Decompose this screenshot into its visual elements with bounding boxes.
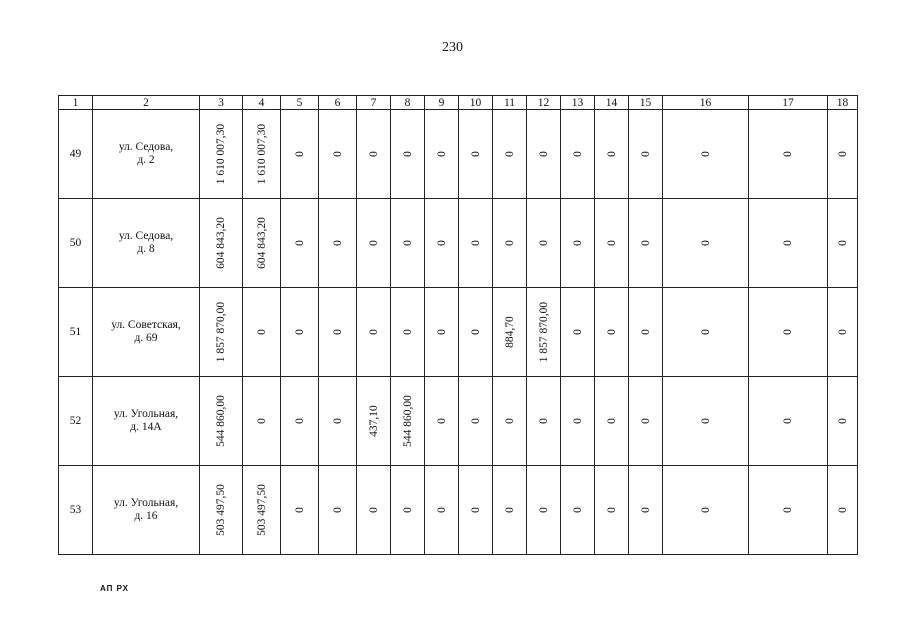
value-cell (629, 110, 663, 199)
cell-value: 1 857 870,00 (215, 301, 227, 363)
cell-value: 0 (836, 418, 849, 424)
cell-value: 0 (605, 329, 618, 335)
cell-value: 0 (469, 240, 482, 246)
cell-value: 0 (293, 507, 306, 513)
value-cell (459, 377, 493, 466)
cell-value: 884,70 (503, 316, 516, 348)
value-cell (319, 466, 357, 555)
column-header: 4 (243, 96, 281, 110)
column-header: 17 (749, 96, 828, 110)
cell-value: 0 (537, 418, 550, 424)
cell-value: 503 497,50 (255, 484, 268, 536)
column-header: 13 (561, 96, 595, 110)
value-cell (629, 466, 663, 555)
cell-value: 0 (699, 151, 712, 157)
cell-value: 0 (435, 507, 448, 513)
value-cell (749, 288, 828, 377)
value-cell (281, 466, 319, 555)
value-cell (243, 288, 281, 377)
value-cell (319, 288, 357, 377)
cell-value: 0 (571, 329, 584, 335)
value-cell (357, 466, 391, 555)
value-cell (459, 199, 493, 288)
table-row (59, 288, 858, 377)
value-cell (527, 199, 561, 288)
address-line: д. 69 (134, 332, 158, 344)
value-cell (663, 466, 749, 555)
address-line: д. 16 (134, 510, 158, 522)
cell-value: 544 860,00 (215, 395, 227, 447)
cell-value: 0 (293, 151, 306, 157)
cell-value: 0 (836, 507, 849, 513)
column-header: 16 (663, 96, 749, 110)
value-cell (281, 288, 319, 377)
value-cell (425, 199, 459, 288)
column-header: 3 (200, 96, 243, 110)
value-cell (561, 288, 595, 377)
value-cell (493, 199, 527, 288)
cell-value: 0 (367, 151, 380, 157)
column-header: 9 (425, 96, 459, 110)
address-line: ул. Седова, (118, 141, 174, 153)
column-header: 12 (527, 96, 561, 110)
value-cell (663, 110, 749, 199)
column-header: 8 (391, 96, 425, 110)
value-cell (243, 377, 281, 466)
value-cell (357, 110, 391, 199)
cell-value: 0 (469, 151, 482, 157)
cell-value: 0 (469, 329, 482, 335)
cell-value: 0 (782, 507, 794, 513)
value-cell (595, 199, 629, 288)
column-header: 5 (281, 96, 319, 110)
address-line: ул. Угольная, (113, 497, 179, 509)
value-cell (493, 110, 527, 199)
value-cell (425, 466, 459, 555)
cell-value: 0 (571, 240, 584, 246)
cell-value: 544 860,00 (401, 395, 414, 447)
cell-value: 0 (469, 507, 482, 513)
cell-value: 0 (782, 240, 794, 246)
value-cell (749, 377, 828, 466)
cell-value: 0 (699, 240, 712, 246)
value-cell (527, 466, 561, 555)
cell-value: 0 (782, 151, 794, 157)
value-cell (663, 199, 749, 288)
cell-value: 0 (331, 240, 344, 246)
address-cell (93, 466, 200, 555)
cell-value: 0 (435, 240, 448, 246)
table-row (59, 377, 858, 466)
cell-value: 0 (836, 240, 849, 246)
value-cell (629, 377, 663, 466)
cell-value: 0 (435, 329, 448, 335)
row-number: 53 (59, 466, 93, 555)
cell-value: 0 (367, 507, 380, 513)
column-header: 11 (493, 96, 527, 110)
cell-value: 0 (331, 418, 344, 424)
cell-value: 0 (469, 418, 482, 424)
column-header: 10 (459, 96, 493, 110)
value-cell (527, 377, 561, 466)
value-cell (459, 110, 493, 199)
data-table (58, 95, 858, 555)
value-cell (561, 466, 595, 555)
address-cell (93, 199, 200, 288)
cell-value: 604 843,20 (215, 217, 227, 269)
value-cell (595, 466, 629, 555)
cell-value: 0 (571, 507, 584, 513)
cell-value: 0 (401, 240, 414, 246)
value-cell (828, 377, 858, 466)
cell-value: 1 610 007,30 (255, 123, 268, 185)
column-header: 1 (59, 96, 93, 110)
address-cell (93, 288, 200, 377)
column-header: 2 (93, 96, 200, 110)
cell-value: 0 (331, 507, 344, 513)
cell-value: 0 (503, 418, 516, 424)
cell-value: 0 (639, 418, 652, 424)
cell-value: 0 (503, 507, 516, 513)
value-cell (828, 199, 858, 288)
cell-value: 0 (699, 418, 712, 424)
cell-value: 0 (293, 240, 306, 246)
address-line: ул. Советская, (111, 319, 181, 331)
cell-value: 0 (435, 151, 448, 157)
value-cell (828, 110, 858, 199)
value-cell (391, 110, 425, 199)
value-cell (595, 377, 629, 466)
table-row (59, 199, 858, 288)
value-cell (243, 466, 281, 555)
value-cell (200, 199, 243, 288)
cell-value: 604 843,20 (255, 217, 268, 269)
value-cell (391, 288, 425, 377)
value-cell (200, 288, 243, 377)
cell-value: 0 (605, 240, 618, 246)
cell-value: 0 (401, 329, 414, 335)
value-cell (281, 199, 319, 288)
cell-value: 0 (537, 507, 550, 513)
value-cell (749, 199, 828, 288)
footer-mark: АП РХ (100, 584, 130, 593)
address-line: ул. Седова, (118, 230, 174, 242)
value-cell (561, 377, 595, 466)
address-cell (93, 377, 200, 466)
cell-value: 0 (782, 329, 794, 335)
cell-value: 0 (537, 240, 550, 246)
value-cell (425, 288, 459, 377)
cell-value: 503 497,50 (215, 484, 227, 536)
row-number: 49 (59, 110, 93, 199)
cell-value: 0 (255, 418, 268, 424)
cell-value: 0 (367, 329, 380, 335)
value-cell (425, 377, 459, 466)
value-cell (357, 199, 391, 288)
cell-value: 0 (639, 240, 652, 246)
cell-value: 0 (605, 151, 618, 157)
cell-value: 0 (293, 329, 306, 335)
cell-value: 0 (331, 329, 344, 335)
column-header: 14 (595, 96, 629, 110)
value-cell (595, 110, 629, 199)
value-cell (391, 377, 425, 466)
value-cell (527, 288, 561, 377)
value-cell (459, 466, 493, 555)
column-header: 18 (828, 96, 858, 110)
address-line: д. 8 (137, 243, 155, 255)
cell-value: 437,10 (367, 405, 380, 437)
address-cell (93, 110, 200, 199)
cell-value: 0 (782, 418, 794, 424)
row-number: 51 (59, 288, 93, 377)
row-number: 50 (59, 199, 93, 288)
column-header: 7 (357, 96, 391, 110)
table-body (59, 110, 858, 555)
cell-value: 0 (571, 151, 584, 157)
cell-value: 0 (699, 507, 712, 513)
value-cell (425, 110, 459, 199)
value-cell (527, 110, 561, 199)
cell-value: 0 (605, 418, 618, 424)
cell-value: 0 (401, 507, 414, 513)
value-cell (243, 199, 281, 288)
value-cell (281, 110, 319, 199)
value-cell (493, 288, 527, 377)
cell-value: 0 (331, 151, 344, 157)
value-cell (319, 377, 357, 466)
value-cell (663, 288, 749, 377)
column-header: 6 (319, 96, 357, 110)
value-cell (595, 288, 629, 377)
cell-value: 0 (401, 151, 414, 157)
cell-value: 0 (639, 151, 652, 157)
cell-value: 0 (639, 507, 652, 513)
value-cell (459, 288, 493, 377)
address-line: ул. Угольная, (113, 408, 179, 420)
cell-value: 0 (293, 418, 306, 424)
cell-value: 1 857 870,00 (537, 301, 550, 363)
cell-value: 0 (537, 151, 550, 157)
header-row (59, 96, 858, 110)
value-cell (243, 110, 281, 199)
value-cell (391, 466, 425, 555)
cell-value: 0 (639, 329, 652, 335)
value-cell (357, 288, 391, 377)
value-cell (319, 110, 357, 199)
cell-value: 0 (367, 240, 380, 246)
value-cell (200, 377, 243, 466)
cell-value: 0 (605, 507, 618, 513)
value-cell (319, 199, 357, 288)
value-cell (663, 377, 749, 466)
cell-value: 0 (503, 240, 516, 246)
column-header: 15 (629, 96, 663, 110)
value-cell (493, 377, 527, 466)
value-cell (828, 466, 858, 555)
address-line: д. 2 (137, 154, 155, 166)
page-number: 230 (442, 40, 463, 55)
row-number: 52 (59, 377, 93, 466)
value-cell (749, 466, 828, 555)
cell-value: 1 610 007,30 (215, 123, 227, 185)
value-cell (493, 466, 527, 555)
value-cell (391, 199, 425, 288)
value-cell (281, 377, 319, 466)
value-cell (629, 199, 663, 288)
cell-value: 0 (699, 329, 712, 335)
cell-value: 0 (503, 151, 516, 157)
cell-value: 0 (255, 329, 268, 335)
cell-value: 0 (435, 418, 448, 424)
value-cell (357, 377, 391, 466)
value-cell (629, 288, 663, 377)
value-cell (561, 110, 595, 199)
value-cell (749, 110, 828, 199)
value-cell (828, 288, 858, 377)
cell-value: 0 (836, 151, 849, 157)
address-line: д. 14А (130, 421, 162, 433)
value-cell (200, 110, 243, 199)
cell-value: 0 (571, 418, 584, 424)
value-cell (561, 199, 595, 288)
table-row (59, 110, 858, 199)
value-cell (200, 466, 243, 555)
cell-value: 0 (836, 329, 849, 335)
table-row (59, 466, 858, 555)
